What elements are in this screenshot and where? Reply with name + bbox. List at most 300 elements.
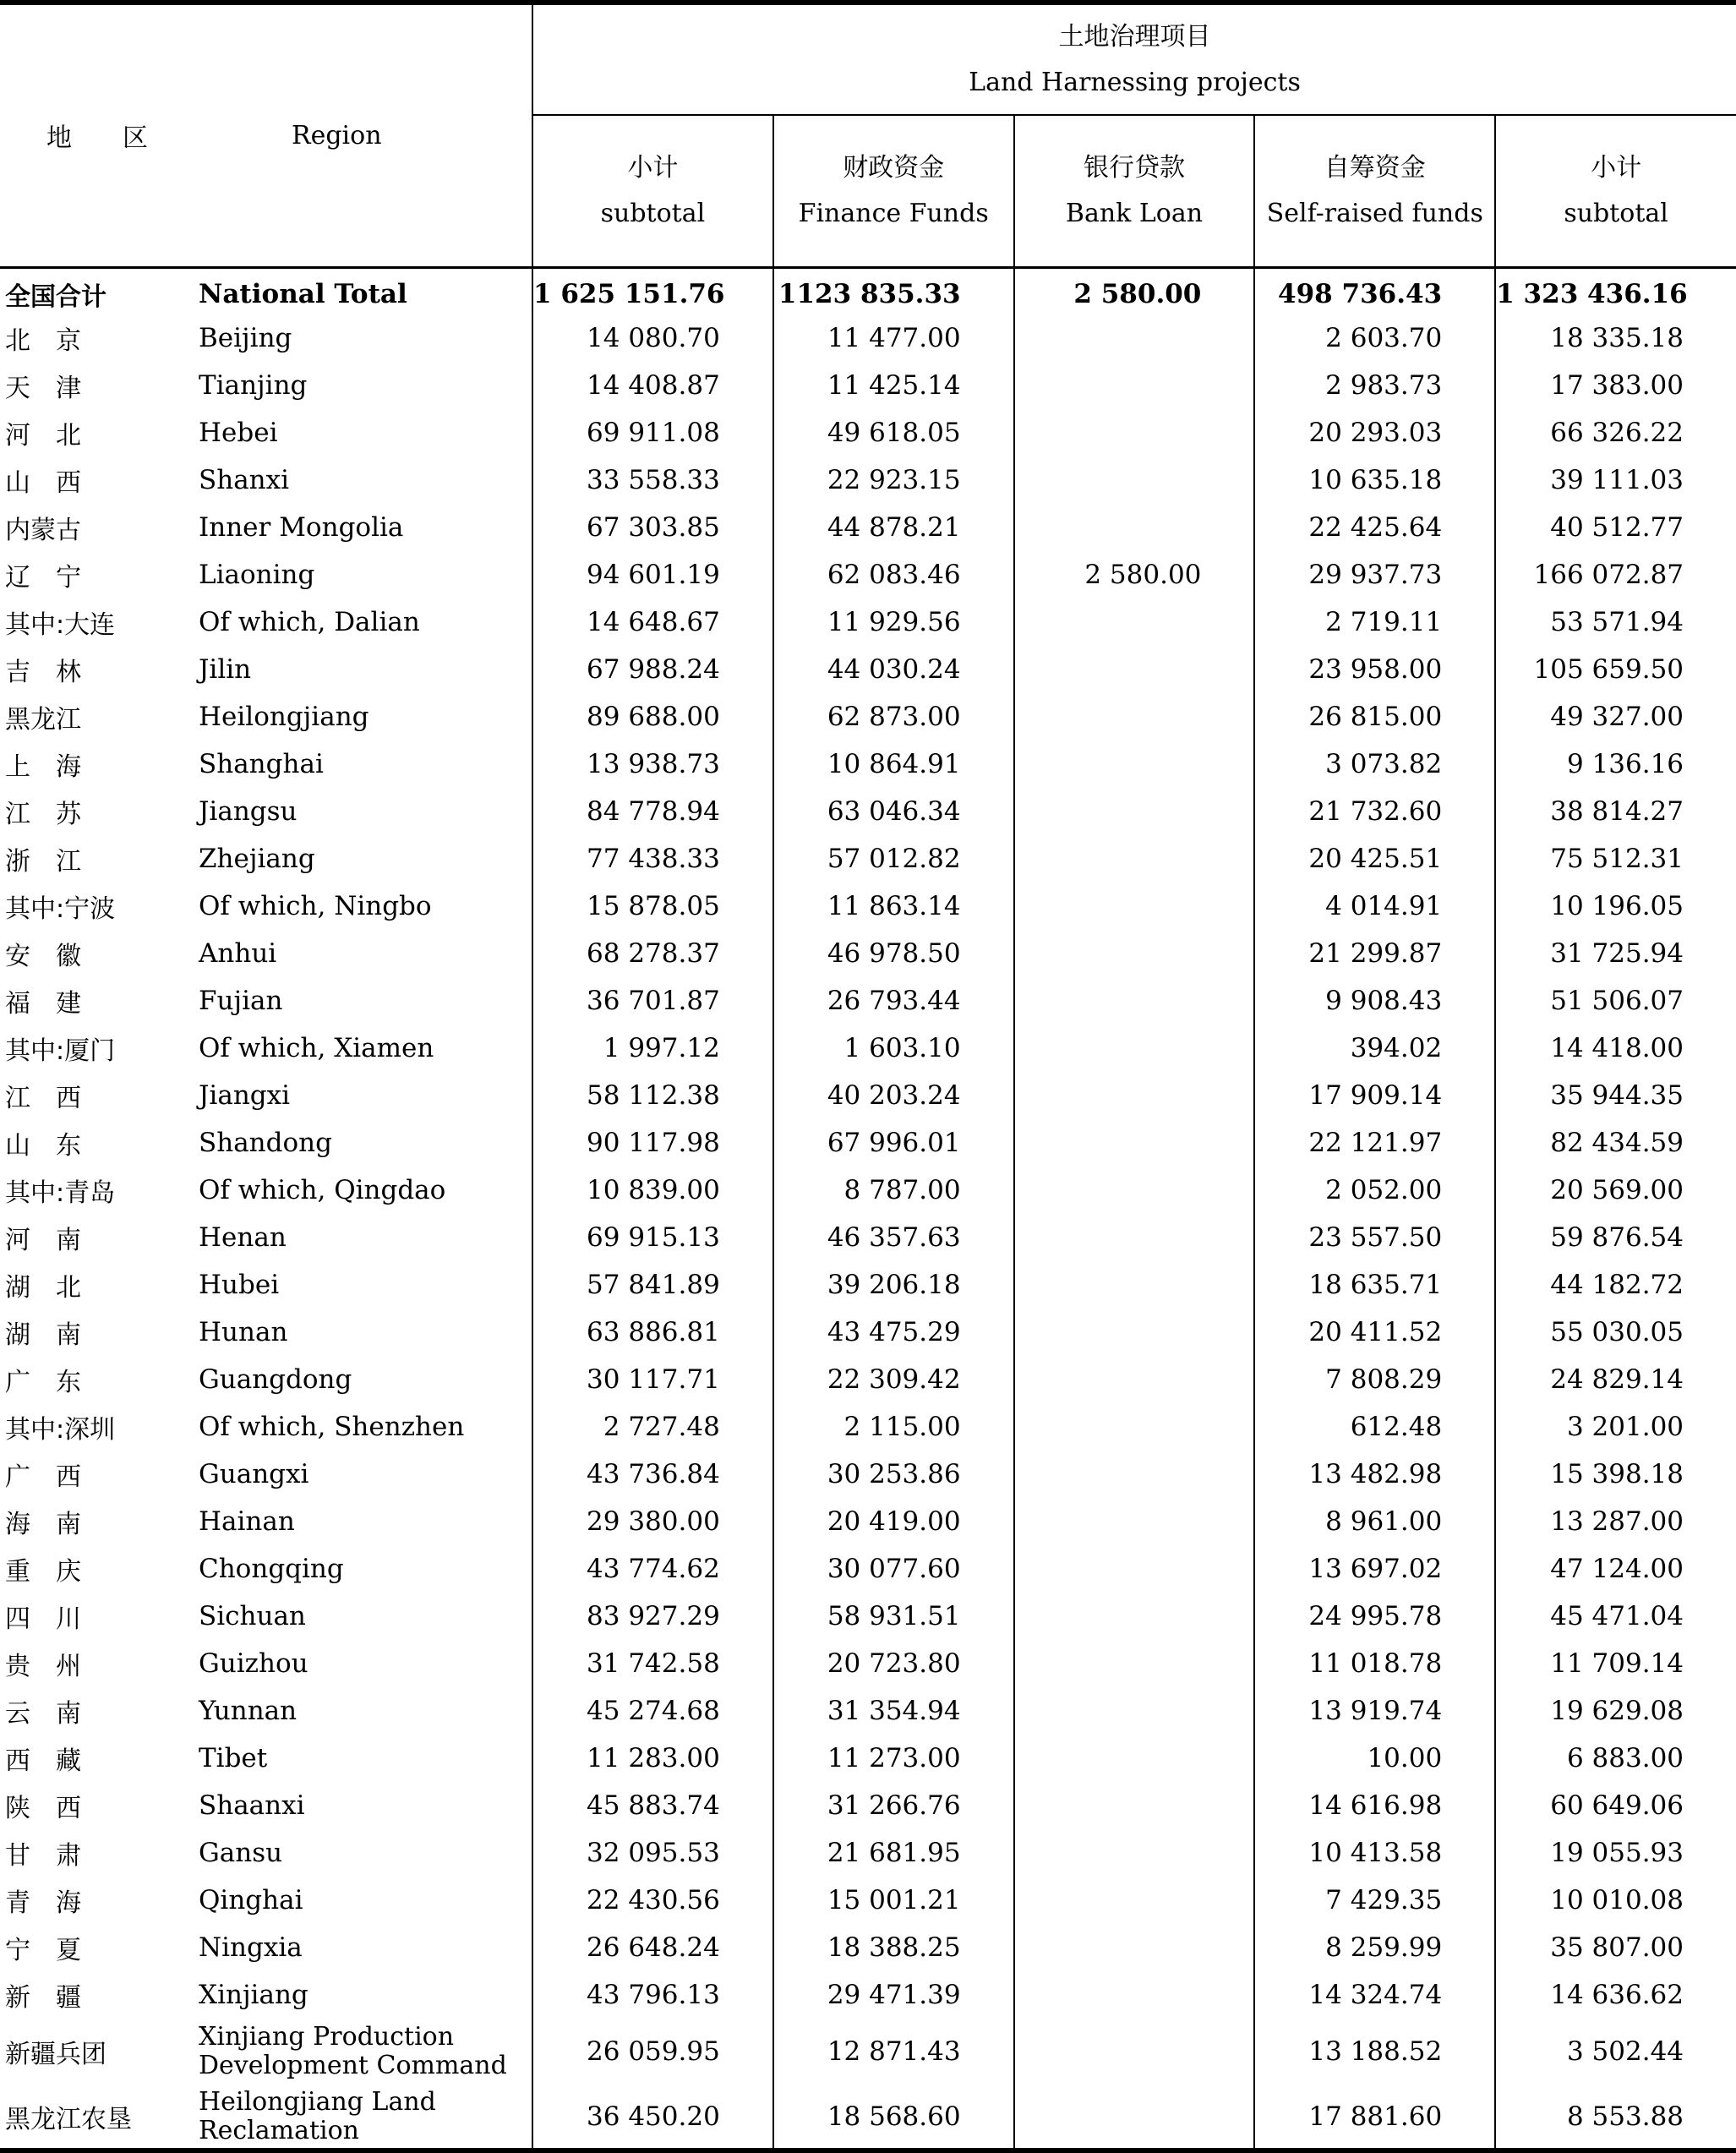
region-name-cn: 其中:深圳 [5,1415,116,1445]
subtotal-2-cell: 20 569.00 [1495,1167,1736,1214]
region-name-cn: 广 东 [5,1368,81,1397]
region-name-cn: 宁 夏 [5,1936,81,1965]
bank-loan-cell [1014,2085,1255,2150]
table-row-total [0,267,1736,314]
subtotal-2-cell: 39 111.03 [1495,456,1736,504]
self-raised-funds-cell: 23 958.00 [1254,646,1495,693]
finance-funds-cell: 2 115.00 [773,1403,1014,1451]
bank-loan-cell [1014,1687,1255,1735]
bank-loan-cell: 2 580.00 [1014,267,1255,314]
subtotal-cell: 84 778.94 [532,788,773,835]
self-raised-funds-cell: 13 919.74 [1254,1687,1495,1735]
self-raised-funds-cell: 9 908.43 [1254,977,1495,1025]
finance-funds-cell: 44 030.24 [773,646,1014,693]
region-name-cn: 安 徽 [5,942,81,971]
region-name-cn: 上 海 [5,752,81,782]
region-name-cn: 其中:青岛 [5,1178,116,1208]
region-name-cn: 黑龙江农垦 [0,2085,173,2150]
subtotal-2-cell: 17 383.00 [1495,362,1736,409]
finance-funds-cell: 8 787.00 [773,1167,1014,1214]
bank-loan-cell [1014,693,1255,740]
region-name-cn: 山 西 [5,468,81,498]
subtotal-cell: 36 701.87 [532,977,773,1025]
bank-loan-cell [1014,883,1255,930]
self-raised-funds-cell: 8 961.00 [1254,1498,1495,1545]
finance-funds-cell: 1 603.10 [773,1025,1014,1072]
region-name-en: Guangdong [199,1364,352,1395]
region-name-en: Fujian [199,986,283,1016]
subtotal-cell: 30 117.71 [532,1356,773,1403]
region-name-en: Guangxi [199,1459,309,1489]
region-name-en: Hunan [199,1317,288,1347]
finance-funds-cell: 46 978.50 [773,930,1014,977]
column-header-self-raised-funds: 自筹资金 Self-raised funds [1254,115,1495,267]
subtotal-cell: 63 886.81 [532,1309,773,1356]
region-name-cn: 福 建 [5,989,81,1019]
bank-loan-cell [1014,1356,1255,1403]
self-raised-funds-cell: 17 881.60 [1254,2085,1495,2150]
subtotal-2-cell: 49 327.00 [1495,693,1736,740]
bank-loan-cell [1014,1214,1255,1261]
bank-loan-cell [1014,1971,1255,2019]
self-raised-funds-cell: 22 121.97 [1254,1119,1495,1167]
region-name-cn: 西 藏 [5,1746,81,1776]
subtotal-2-cell: 3 502.44 [1495,2019,1736,2085]
subtotal-2-cell: 11 709.14 [1495,1640,1736,1687]
table-row [0,1356,1736,1403]
bank-loan-cell [1014,1877,1255,1924]
region-name-en: Beijing [199,323,292,353]
self-raised-funds-cell: 14 324.74 [1254,1971,1495,2019]
bank-loan-cell [1014,1782,1255,1829]
region-name-en: Guizhou [199,1648,308,1679]
self-raised-funds-cell: 2 719.11 [1254,598,1495,646]
finance-funds-cell: 49 618.05 [773,409,1014,456]
region-name-cn: 湖 北 [5,1273,81,1303]
bank-loan-cell [1014,788,1255,835]
subtotal-2-cell: 14 418.00 [1495,1025,1736,1072]
self-raised-funds-cell: 26 815.00 [1254,693,1495,740]
region-name-en: Of which, Dalian [199,607,420,637]
bank-loan-cell [1014,598,1255,646]
self-raised-funds-cell: 21 732.60 [1254,788,1495,835]
subtotal-2-cell: 60 649.06 [1495,1782,1736,1829]
region-name-cn: 湖 南 [5,1320,81,1350]
subtotal-cell: 67 988.24 [532,646,773,693]
subtotal-cell: 13 938.73 [532,740,773,788]
table-row [0,1782,1736,1829]
region-name-en: Shanghai [199,749,324,779]
bank-loan-cell [1014,504,1255,551]
bank-loan-cell [1014,1072,1255,1119]
self-raised-funds-cell: 13 697.02 [1254,1545,1495,1593]
finance-funds-cell: 67 996.01 [773,1119,1014,1167]
subtotal-cell: 69 915.13 [532,1214,773,1261]
region-name-cn: 其中:宁波 [5,894,116,924]
column-header-bank-loan: 银行贷款 Bank Loan [1014,115,1255,267]
region-name-cn: 浙 江 [5,847,81,877]
region-name-en: Jiangxi [199,1080,291,1111]
subtotal-cell: 1 625 151.76 [532,267,773,314]
table-row [0,2019,1736,2085]
subtotal-cell: 77 438.33 [532,835,773,883]
subtotal-cell: 43 796.13 [532,1971,773,2019]
finance-funds-cell: 57 012.82 [773,835,1014,883]
subtotal-cell: 43 736.84 [532,1451,773,1498]
subtotal-cell: 58 112.38 [532,1072,773,1119]
finance-funds-cell: 15 001.21 [773,1877,1014,1924]
subtotal-cell: 94 601.19 [532,551,773,598]
subtotal-2-cell: 8 553.88 [1495,2085,1736,2150]
subtotal-cell: 29 380.00 [532,1498,773,1545]
table-row [0,1261,1736,1309]
subtotal-cell: 32 095.53 [532,1829,773,1877]
finance-funds-cell: 26 793.44 [773,977,1014,1025]
region-name-cn: 四 川 [5,1604,81,1634]
bank-loan-cell [1014,409,1255,456]
region-name-en: Ningxia [199,1932,303,1963]
finance-funds-cell: 18 568.60 [773,2085,1014,2150]
table-row [0,788,1736,835]
subtotal-cell: 43 774.62 [532,1545,773,1593]
subtotal-cell: 83 927.29 [532,1593,773,1640]
region-name-en: Of which, Ningbo [199,891,432,921]
region-name-en: Anhui [199,938,277,969]
table-row [0,1072,1736,1119]
self-raised-funds-cell: 13 188.52 [1254,2019,1495,2085]
bank-loan-cell [1014,1545,1255,1593]
finance-funds-cell: 29 471.39 [773,1971,1014,2019]
self-raised-funds-cell: 29 937.73 [1254,551,1495,598]
region-name-en: Tibet [199,1743,268,1773]
self-raised-funds-cell: 394.02 [1254,1025,1495,1072]
finance-funds-cell: 12 871.43 [773,2019,1014,2085]
self-raised-funds-cell: 11 018.78 [1254,1640,1495,1687]
subtotal-2-cell: 44 182.72 [1495,1261,1736,1309]
bank-loan-cell [1014,646,1255,693]
self-raised-funds-cell: 17 909.14 [1254,1072,1495,1119]
finance-funds-cell: 20 723.80 [773,1640,1014,1687]
subtotal-2-cell: 19 629.08 [1495,1687,1736,1735]
subtotal-cell: 36 450.20 [532,2085,773,2150]
subtotal-cell: 26 059.95 [532,2019,773,2085]
region-name-en: Xinjiang [199,1980,308,2010]
bank-loan-cell [1014,1735,1255,1782]
self-raised-funds-cell: 2 052.00 [1254,1167,1495,1214]
region-name-cn: 青 海 [5,1888,81,1918]
table-row [0,1877,1736,1924]
column-header-subtotal: 小计 subtotal [532,115,773,267]
table-row [0,598,1736,646]
region-name-cn: 贵 州 [5,1652,81,1681]
region-name-en: Jiangsu [199,796,298,827]
subtotal-2-cell: 10 196.05 [1495,883,1736,930]
bank-loan-cell [1014,1167,1255,1214]
finance-funds-cell: 31 266.76 [773,1782,1014,1829]
self-raised-funds-cell: 20 425.51 [1254,835,1495,883]
finance-funds-cell: 58 931.51 [773,1593,1014,1640]
region-name-cn: 新疆兵团 [5,2040,106,2069]
region-name-en: Shanxi [199,465,290,495]
finance-funds-cell: 62 873.00 [773,693,1014,740]
table-row [0,1593,1736,1640]
subtotal-cell: 31 742.58 [532,1640,773,1687]
region-name-en: Jilin [199,654,252,685]
bank-loan-cell [1014,1309,1255,1356]
subtotal-cell: 1 997.12 [532,1025,773,1072]
self-raised-funds-cell: 7 429.35 [1254,1877,1495,1924]
bank-loan-cell [1014,835,1255,883]
subtotal-cell: 57 841.89 [532,1261,773,1309]
table-row [0,1687,1736,1735]
subtotal-cell: 45 883.74 [532,1782,773,1829]
region-name-en: Heilongjiang Land Reclamation [173,2085,532,2150]
region-name-cn: 重 庆 [5,1557,81,1587]
region-name-en: Liaoning [199,560,315,590]
bank-loan-cell [1014,1119,1255,1167]
subtotal-2-cell: 19 055.93 [1495,1829,1736,1877]
self-raised-funds-cell: 7 808.29 [1254,1356,1495,1403]
region-name-cn: 河 南 [5,1226,81,1255]
subtotal-2-cell: 14 636.62 [1495,1971,1736,2019]
finance-funds-cell: 21 681.95 [773,1829,1014,1877]
bank-loan-cell [1014,1451,1255,1498]
bank-loan-cell [1014,740,1255,788]
bank-loan-cell [1014,1498,1255,1545]
bank-loan-cell [1014,977,1255,1025]
region-name-en: Inner Mongolia [199,512,404,543]
bank-loan-cell [1014,1829,1255,1877]
table-row [0,740,1736,788]
region-name-cn: 广 西 [5,1462,81,1492]
region-name-cn: 江 苏 [5,800,81,829]
subtotal-2-cell: 13 287.00 [1495,1498,1736,1545]
subtotal-cell: 10 839.00 [532,1167,773,1214]
self-raised-funds-cell: 612.48 [1254,1403,1495,1451]
finance-funds-cell: 31 354.94 [773,1687,1014,1735]
table-row [0,456,1736,504]
region-name-cn: 陕 西 [5,1794,81,1823]
region-name-cn: 甘 肃 [5,1841,81,1871]
subtotal-cell: 26 648.24 [532,1924,773,1971]
region-name-en: Shaanxi [199,1790,305,1821]
table-row [0,409,1736,456]
self-raised-funds-cell: 22 425.64 [1254,504,1495,551]
region-name-cn: 海 南 [5,1510,81,1539]
self-raised-funds-cell: 14 616.98 [1254,1782,1495,1829]
bank-loan-cell [1014,362,1255,409]
table-row [0,693,1736,740]
self-raised-funds-cell: 498 736.43 [1254,267,1495,314]
finance-funds-cell: 18 388.25 [773,1924,1014,1971]
subtotal-2-cell: 53 571.94 [1495,598,1736,646]
subtotal-cell: 14 648.67 [532,598,773,646]
bank-loan-cell [1014,1640,1255,1687]
finance-funds-cell: 46 357.63 [773,1214,1014,1261]
region-name-cn: 吉 林 [5,658,81,687]
self-raised-funds-cell: 23 557.50 [1254,1214,1495,1261]
self-raised-funds-cell: 24 995.78 [1254,1593,1495,1640]
table-header [0,3,1736,267]
subtotal-2-cell: 59 876.54 [1495,1214,1736,1261]
table-row [0,1924,1736,1971]
finance-funds-cell: 22 309.42 [773,1356,1014,1403]
region-name-cn: 江 西 [5,1084,81,1113]
finance-funds-cell: 22 923.15 [773,456,1014,504]
bank-loan-cell [1014,1593,1255,1640]
table-body [0,267,1736,2150]
self-raised-funds-cell: 10.00 [1254,1735,1495,1782]
self-raised-funds-cell: 10 635.18 [1254,456,1495,504]
self-raised-funds-cell: 18 635.71 [1254,1261,1495,1309]
finance-funds-cell: 40 203.24 [773,1072,1014,1119]
table-row [0,551,1736,598]
table-row [0,835,1736,883]
subtotal-2-cell: 24 829.14 [1495,1356,1736,1403]
subtotal-cell: 69 911.08 [532,409,773,456]
table-row [0,504,1736,551]
subtotal-2-cell: 35 944.35 [1495,1072,1736,1119]
subtotal-2-cell: 66 326.22 [1495,409,1736,456]
subtotal-cell: 15 878.05 [532,883,773,930]
region-name-cn: 其中:大连 [5,610,116,640]
region-en-header: Region [173,3,532,267]
column-header-finance-funds: 财政资金 Finance Funds [773,115,1014,267]
subtotal-2-cell: 51 506.07 [1495,977,1736,1025]
finance-funds-cell: 62 083.46 [773,551,1014,598]
table-row [0,1640,1736,1687]
bank-loan-cell [1014,1025,1255,1072]
subtotal-2-cell: 9 136.16 [1495,740,1736,788]
subtotal-cell: 14 408.87 [532,362,773,409]
region-name-en: Qinghai [199,1885,303,1915]
land-harnessing-group-header [532,3,1736,115]
subtotal-cell: 11 283.00 [532,1735,773,1782]
bank-loan-cell [1014,930,1255,977]
table-row [0,646,1736,693]
region-name-cn: 辽 宁 [5,563,81,593]
self-raised-funds-cell: 2 603.70 [1254,314,1495,362]
region-name-cn: 山 东 [5,1131,81,1161]
subtotal-2-cell: 45 471.04 [1495,1593,1736,1640]
region-name-en: Of which, Shenzhen [199,1412,465,1442]
self-raised-funds-cell: 13 482.98 [1254,1451,1495,1498]
subtotal-cell: 68 278.37 [532,930,773,977]
region-cn-header: 地 区 [0,3,173,267]
region-name-en: Zhejiang [199,844,315,874]
region-name-en: Sichuan [199,1601,306,1631]
region-name-en: Chongqing [199,1554,344,1584]
bank-loan-cell [1014,2019,1255,2085]
self-raised-funds-cell: 20 411.52 [1254,1309,1495,1356]
table-row [0,1735,1736,1782]
region-name-cn: 内蒙古 [5,516,81,545]
region-name-cn: 河 北 [5,421,81,451]
self-raised-funds-cell: 21 299.87 [1254,930,1495,977]
finance-funds-cell: 20 419.00 [773,1498,1014,1545]
table-row [0,1119,1736,1167]
finance-funds-cell: 10 864.91 [773,740,1014,788]
self-raised-funds-cell: 8 259.99 [1254,1924,1495,1971]
self-raised-funds-cell: 20 293.03 [1254,409,1495,456]
table-row [0,1309,1736,1356]
region-name-en: Hebei [199,418,278,448]
region-name-en: Xinjiang Production Development Command [199,2022,507,2080]
table-row [0,1971,1736,2019]
bank-loan-cell: 2 580.00 [1014,551,1255,598]
region-name-en: National Total [199,278,407,309]
region-name-en: Henan [199,1222,287,1253]
self-raised-funds-cell: 4 014.91 [1254,883,1495,930]
subtotal-cell: 67 303.85 [532,504,773,551]
subtotal-2-cell: 1 323 436.16 [1495,267,1736,314]
table-row [0,1829,1736,1877]
subtotal-2-cell: 6 883.00 [1495,1735,1736,1782]
subtotal-2-cell: 47 124.00 [1495,1545,1736,1593]
subtotal-2-cell: 55 030.05 [1495,1309,1736,1356]
subtotal-cell: 89 688.00 [532,693,773,740]
table-row [0,883,1736,930]
region-name-cn: 黑龙江 [5,705,81,735]
subtotal-2-cell: 40 512.77 [1495,504,1736,551]
region-name-cn: 新 疆 [5,1983,81,2013]
subtotal-2-cell: 105 659.50 [1495,646,1736,693]
subtotal-cell: 14 080.70 [532,314,773,362]
finance-funds-cell: 30 253.86 [773,1451,1014,1498]
subtotal-2-cell: 38 814.27 [1495,788,1736,835]
subtotal-2-cell: 15 398.18 [1495,1451,1736,1498]
region-name-en: Of which, Xiamen [199,1033,434,1063]
region-name-en: Hainan [199,1506,295,1537]
finance-funds-cell: 63 046.34 [773,788,1014,835]
subtotal-2-cell: 31 725.94 [1495,930,1736,977]
finance-funds-cell: 11 929.56 [773,598,1014,646]
subtotal-cell: 2 727.48 [532,1403,773,1451]
subtotal-2-cell: 82 434.59 [1495,1119,1736,1167]
region-name-cn: 其中:厦门 [5,1036,116,1066]
table-row [0,1403,1736,1451]
finance-funds-cell: 11 425.14 [773,362,1014,409]
finance-funds-cell: 11 477.00 [773,314,1014,362]
table-row [0,1167,1736,1214]
subtotal-cell: 22 430.56 [532,1877,773,1924]
table-row [0,314,1736,362]
region-name-en: Tianjing [199,370,308,401]
table-row [0,1545,1736,1593]
region-name-en: Shandong [199,1128,332,1158]
subtotal-2-cell: 10 010.08 [1495,1877,1736,1924]
subtotal-cell: 90 117.98 [532,1119,773,1167]
region-name-cn: 天 津 [5,374,81,403]
region-name-cn: 北 京 [5,326,81,356]
region-name-en: Hubei [199,1270,280,1300]
table-row [0,1214,1736,1261]
self-raised-funds-cell: 2 983.73 [1254,362,1495,409]
subtotal-2-cell: 35 807.00 [1495,1924,1736,1971]
subtotal-2-cell: 18 335.18 [1495,314,1736,362]
table-row [0,977,1736,1025]
subtotal-2-cell: 166 072.87 [1495,551,1736,598]
group-title-cn: 土地治理项目 [1058,21,1211,52]
self-raised-funds-cell: 10 413.58 [1254,1829,1495,1877]
region-name-cn: 全国合计 [5,281,106,312]
finance-funds-cell: 44 878.21 [773,504,1014,551]
subtotal-2-cell: 3 201.00 [1495,1403,1736,1451]
finance-funds-cell: 30 077.60 [773,1545,1014,1593]
group-title-en: Land Harnessing projects [969,67,1301,97]
region-name-en: Of which, Qingdao [199,1175,446,1205]
finance-funds-cell: 43 475.29 [773,1309,1014,1356]
